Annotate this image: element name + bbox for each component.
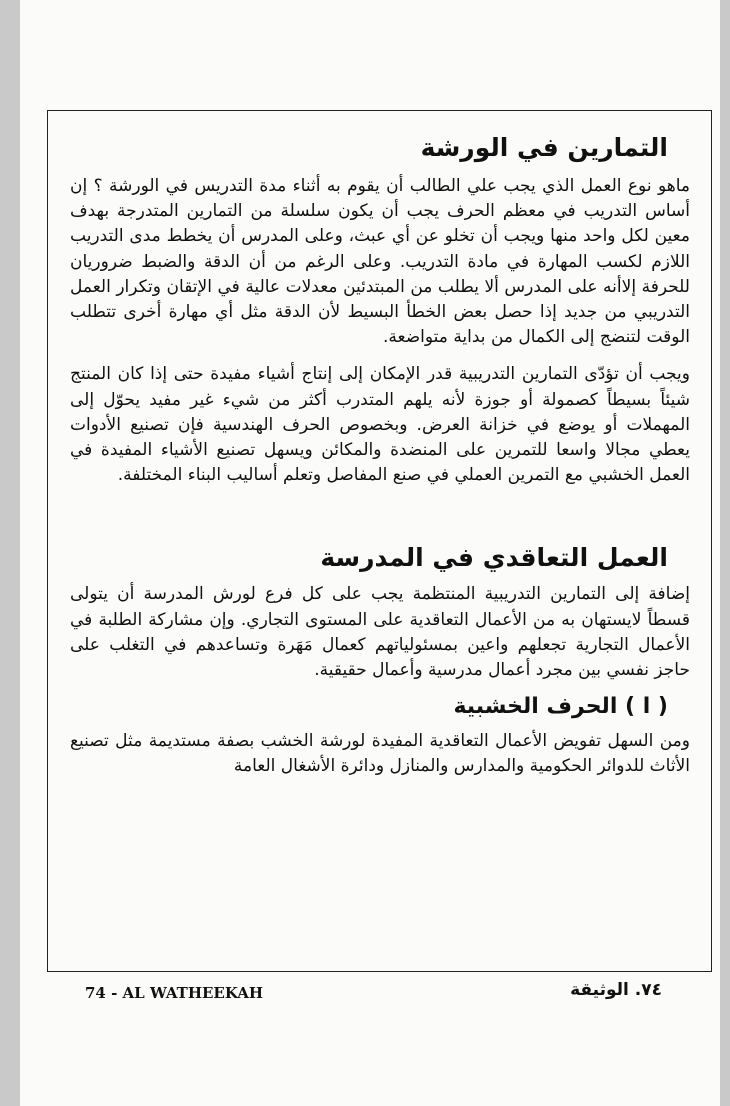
page [20, 0, 720, 1106]
paragraph: ويجب أن تؤدّى التمارين التدريبية قدر الإمكان إلى إنتاج أشياء مفيدة حتى إذا كان المنتج شيئاً بسيطاً كصمولة أو جوزة لأنه يلهم المتدرب أكثر من شيء غير مفيد يحوّل إلى المهملات أو يوضع في خزانة العرض. وبخصوص الحرف الهندسية فإن تصنيع الأدوات يعطي مجالا واسعا للتمرين على المنضدة والمكائن ويسهل تصنيع الأشياء المفيدة في العمل الخشبي مع التمرين العملي في صنع المفاصل وتعلم أساليب البناء المختلفة. [70, 364, 690, 486]
section-title-workshop-exercises: التمارين في الورشة [420, 133, 668, 162]
footer-page-label-english: 74 - AL WATHEEKAH [85, 984, 264, 1002]
subsection-title-woodwork: ( ا ) الحرف الخشبية [453, 694, 668, 720]
paragraph: ومن السهل تفويض الأعمال التعاقدية المفيدة لورشة الخشب بصفة مستديمة مثل تصنيع الأثاث للدوائر الحكومية والمدارس والمنازل ودائرة الأشغال العامة [70, 731, 690, 777]
section-title-contract-work: العمل التعاقدي في المدرسة [320, 543, 668, 573]
article-body [70, 128, 690, 780]
paragraph: إضافة إلى التمارين التدريبية المنتظمة يجب على كل فرع لورش المدرسة أن يتولى قسطاً لايستهان به من الأعمال التعاقدية على المستوى التجاري. وإن مشاركة الطلبة في الأعمال التجارية تجعلهم واعين بمسئولياتهم كعمال مَهَرة وتساعدهم في التغلب على حاجز نفسي بين مجرد أعمال مدرسية وأعمال حقيقية. [70, 584, 690, 681]
page-footer [67, 978, 668, 1006]
footer-page-label-arabic: ٧٤. الوثيقة [570, 980, 662, 1000]
paragraph: ماهو نوع العمل الذي يجب علي الطالب أن يقوم به أثناء مدة التدريس في الورشة ؟ إن أساس التدريب في معظم الحرف يجب أن يكون سلسلة من التمارين المتدرجة بهدف معين لكل واحد منها ويجب أن تخلو عن أي عبث، وعلى المدرس أن يخطط مدى التدريب اللازم لكسب المهارة في مادة التدريب. وعلى الرغم من أن الدقة والضبط ضروريان للحرفة إلاأنه على المدرس ألا يطلب من المبتدئين معدلات عالية في الإتقان وتكرار العمل التدريبي من جديد إذا حصل بعض الخطأ البسيط لأن الدقة مثل أي مهارة أخرى تتطلب الوقت لتنضج إلى الكمال من بداية متواضعة. [70, 176, 690, 348]
